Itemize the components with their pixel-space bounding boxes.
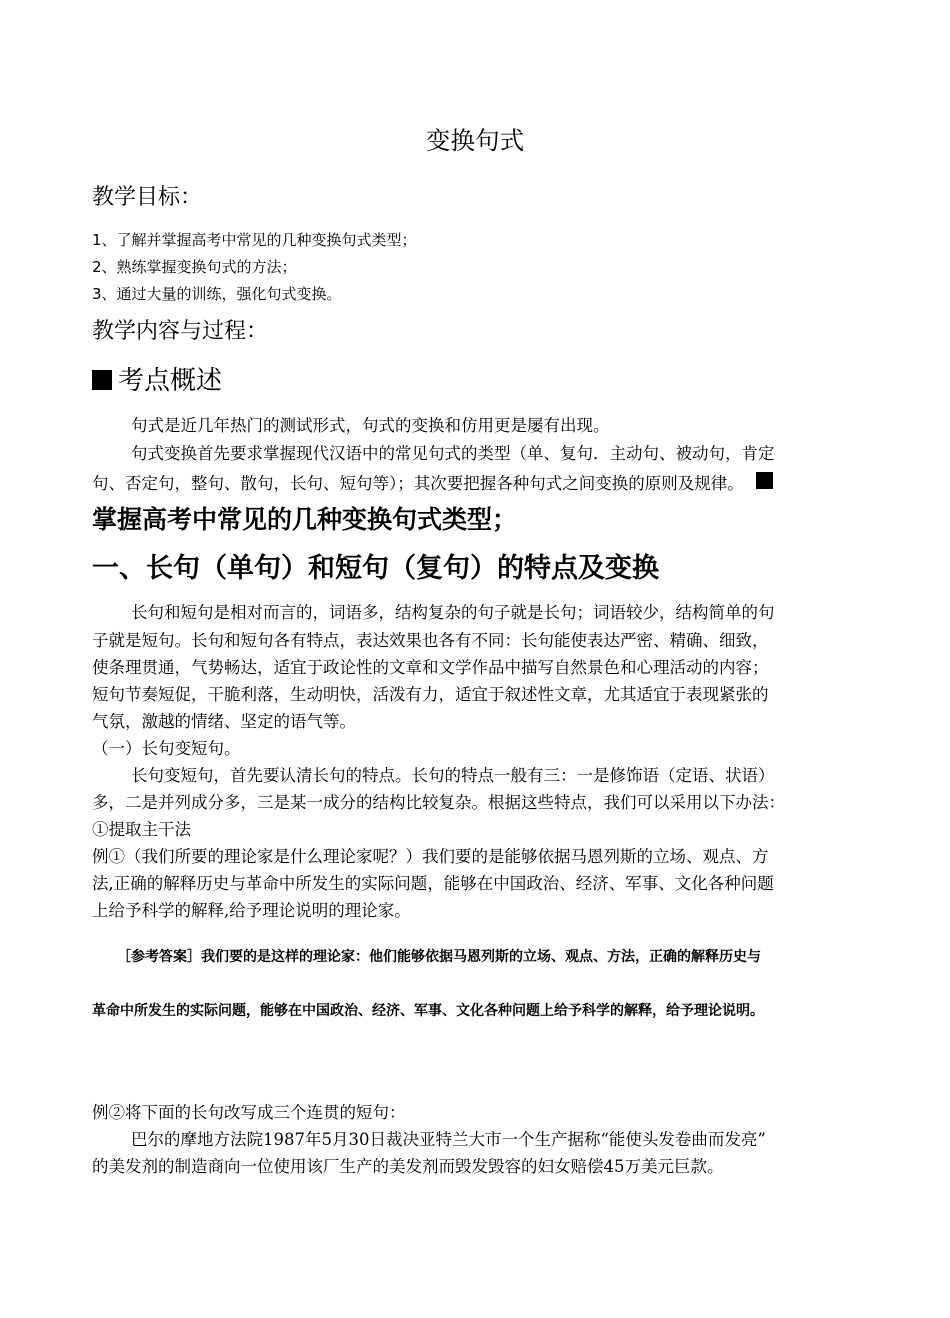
example-line: 法,正确的解释历史与革命中所发生的实际问题，能够在中国政治、经济、军事、文化各种问题 bbox=[92, 874, 774, 893]
overview-line: 句式是近几年热门的测试形式，句式的变换和仿用更是屡有出现。 bbox=[131, 416, 610, 435]
goal-item: 2、熟练掌握变换句式的方法； bbox=[92, 258, 297, 276]
example-two-intro: 例②将下面的长句改写成三个连贯的短句： bbox=[92, 1103, 406, 1122]
example-line: 上给予科学的解释,给予理论说明的理论家。 bbox=[92, 901, 411, 920]
section-one-heading: 一、长句（单句）和短句（复句）的特点及变换 bbox=[92, 553, 659, 584]
example-two-line: 的美发剂的制造商向一位使用该厂生产的美发剂而毁发毁容的妇女赔偿45万美元巨款。 bbox=[92, 1157, 724, 1176]
section-heading bbox=[92, 360, 222, 397]
sub-heading: （一）长句变短句。 bbox=[92, 739, 241, 758]
overview-line bbox=[92, 470, 773, 498]
example-two-line: 巴尔的摩地方法院1987年5月30日裁决亚特兰大市一个生产据称“能使头发卷曲而发亮” bbox=[131, 1130, 766, 1149]
overview-line-text: 句、否定句，整句、散句，长句、短句等）；其次要把握各种句式之间变换的原则及规律。 bbox=[92, 474, 744, 493]
paragraph-line: 短句节奏短促，干脆利落，生动明快，活泼有力，适宜于叙述性文章，尤其适宜于表现紧张的 bbox=[92, 685, 769, 704]
paragraph-line: 气氛，激越的情绪、坚定的语气等。 bbox=[92, 712, 356, 731]
method-one-label: ①提取主干法 bbox=[92, 820, 191, 839]
goal-item: 3、通过大量的训练，强化句式变换。 bbox=[92, 285, 342, 303]
overview-line: 句式变换首先要求掌握现代汉语中的常见句式的类型（单、复句．主动句、被动句，肯定 bbox=[131, 444, 775, 463]
paragraph-line: 子就是短句。长句和短句各有特点，表达效果也各有不同：长句能使表达严密、精确、细致， bbox=[92, 631, 769, 650]
method-line: 多，二是并列成分多，三是某一成分的结构比较复杂。根据这些特点，我们可以采用以下办法： bbox=[92, 793, 785, 812]
answer-line: 革命中所发生的实际问题，能够在中国政治、经济、军事、文化各种问题上给予科学的解释，给予理论说明。 bbox=[92, 1003, 764, 1019]
section-heading-label: 考点概述 bbox=[118, 366, 223, 396]
answer-line: ［参考答案］我们要的是这样的理论家：他们能够依据马恩列斯的立场、观点、方法，正确的解释历史与 bbox=[117, 949, 761, 965]
goals-heading: 教学目标： bbox=[92, 185, 203, 210]
paragraph-line: 长句和短句是相对而言的，词语多，结构复杂的句子就是长句；词语较少，结构简单的句 bbox=[131, 603, 775, 622]
paragraph-line: 使条理贯通，气势畅达，适宜于政论性的文章和文学作品中描写自然景色和心理活动的内容； bbox=[92, 658, 769, 677]
page-title: 变换句式 bbox=[425, 126, 525, 155]
black-square-icon bbox=[92, 370, 112, 390]
black-square-icon bbox=[756, 472, 773, 489]
content-heading: 教学内容与过程： bbox=[92, 319, 269, 344]
example-line: 例①（我们所要的理论家是什么理论家呢？）我们要的是能够依据马恩列斯的立场、观点、方 bbox=[92, 847, 769, 866]
types-heading: 掌握高考中常见的几种变换句式类型； bbox=[92, 505, 518, 534]
method-line: 长句变短句，首先要认清长句的特点。长句的特点一般有三：一是修饰语（定语、状语） bbox=[131, 766, 775, 785]
goal-item: 1、了解并掌握高考中常见的几种变换句式类型； bbox=[92, 231, 417, 249]
